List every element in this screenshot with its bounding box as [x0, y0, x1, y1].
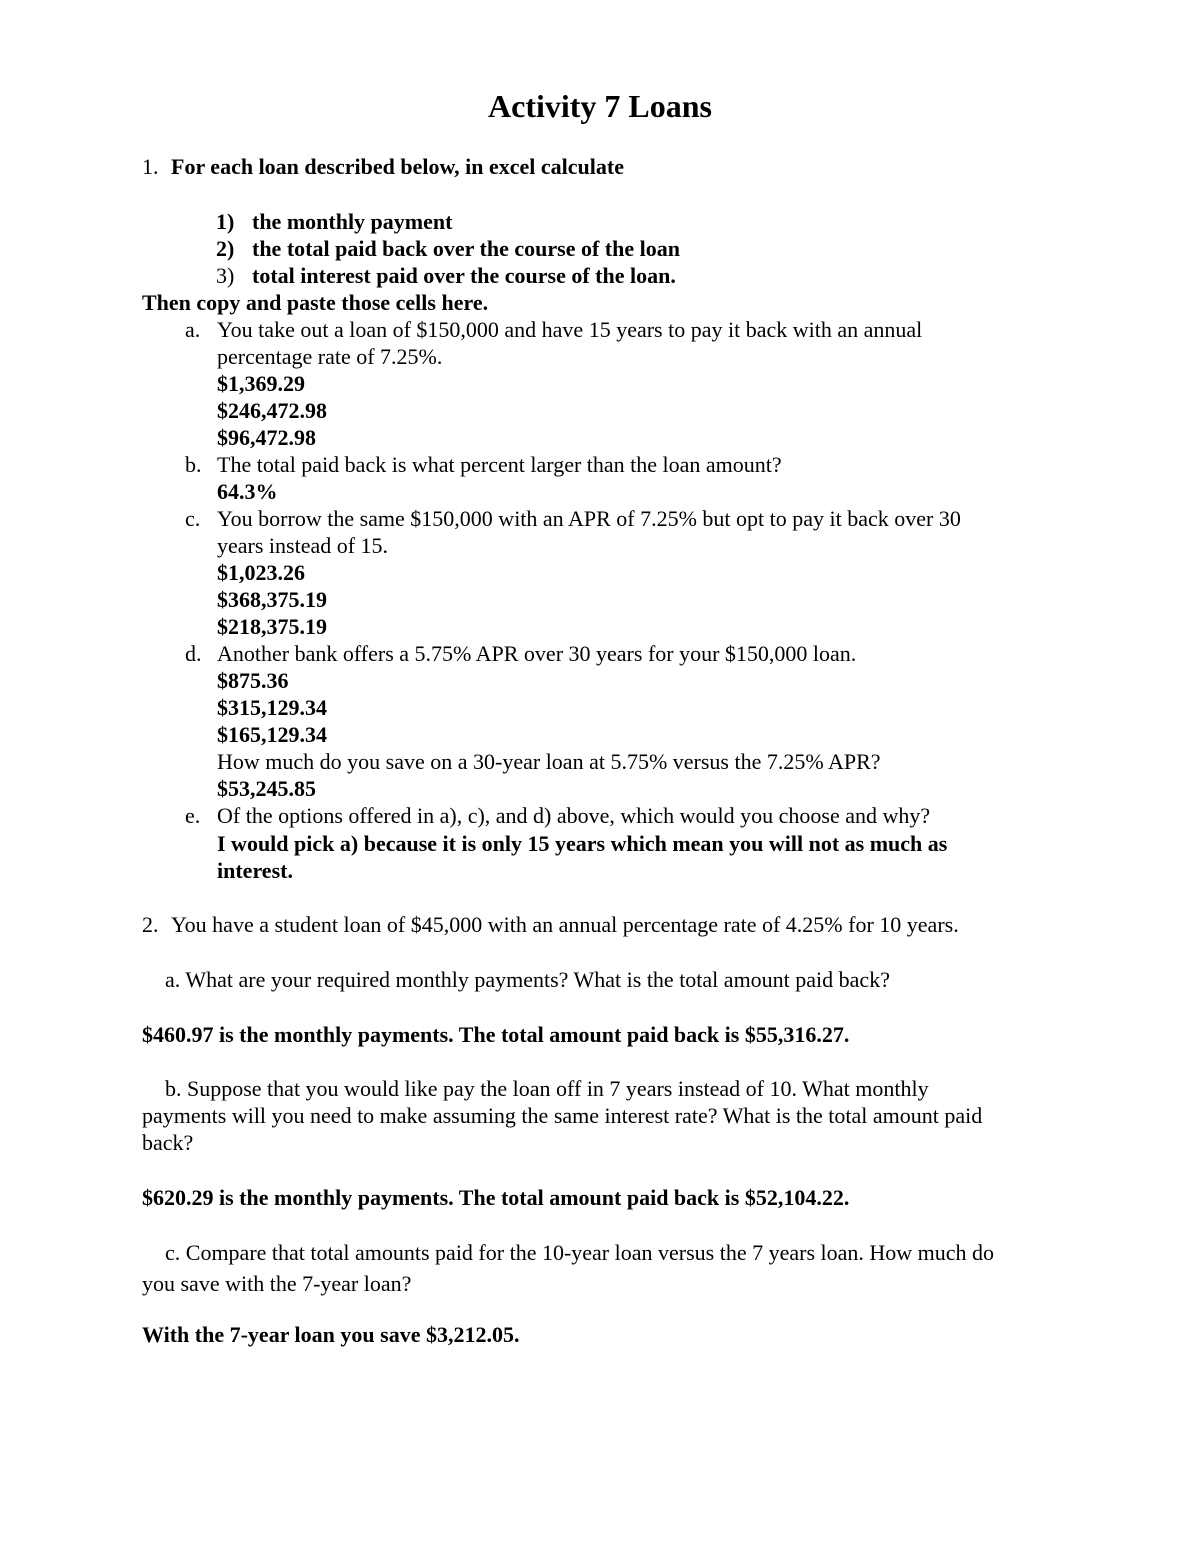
q1-item-3-text: total interest paid over the course of the loan. [252, 263, 676, 288]
q1-item-1-text: the monthly payment [252, 209, 453, 234]
q1d-answer-interest: $165,129.34 [217, 722, 327, 747]
q1c-letter: c. [185, 506, 201, 531]
q1c-answer-monthly: $1,023.26 [217, 560, 305, 585]
q1a-text-line-2: percentage rate of 7.25%. [217, 344, 443, 369]
q1-item-2-text: the total paid back over the course of the loan [252, 236, 680, 261]
q1c-answer-total: $368,375.19 [217, 587, 327, 612]
q1a-answer-total: $246,472.98 [217, 398, 327, 423]
q1e-text: Of the options offered in a), c), and d) above, which would you choose and why? [217, 803, 931, 828]
q2b-text-line-2: payments will you need to make assuming the same interest rate? What is the total amount paid [142, 1103, 983, 1128]
q1e-letter: e. [185, 803, 201, 828]
q2a-answer: $460.97 is the monthly payments. The total amount paid back is $55,316.27. [142, 1022, 850, 1047]
q2c-text-line-1: c. Compare that total amounts paid for the 10-year loan versus the 7 years loan. How much do [165, 1240, 995, 1265]
q1e-answer-line-2: interest. [217, 858, 293, 883]
q1a-answer-interest: $96,472.98 [217, 425, 316, 450]
q2c-answer: With the 7-year loan you save $3,212.05. [142, 1322, 520, 1347]
q2-prompt: You have a student loan of $45,000 with an annual percentage rate of 4.25% for 10 years. [171, 912, 959, 937]
q1b-letter: b. [185, 452, 202, 477]
q1a-answer-monthly: $1,369.29 [217, 371, 305, 396]
q2b-answer: $620.29 is the monthly payments. The total amount paid back is $52,104.22. [142, 1185, 850, 1210]
q2c-text-line-2: you save with the 7-year loan? [142, 1271, 412, 1296]
q1b-text: The total paid back is what percent larger than the loan amount? [217, 452, 782, 477]
q1d-letter: d. [185, 641, 202, 666]
q1d-followup-answer: $53,245.85 [217, 776, 316, 801]
q2b-text-line-3: back? [142, 1130, 194, 1155]
q1a-text-line-1: You take out a loan of $150,000 and have 15 years to pay it back with an annual [217, 317, 923, 342]
q1-prompt: For each loan described below, in excel calculate [171, 154, 624, 179]
q2b-text-line-1: b. Suppose that you would like pay the loan off in 7 years instead of 10. What monthly [165, 1076, 929, 1101]
q1-item-1-number: 1) [216, 209, 235, 234]
q1d-followup: How much do you save on a 30-year loan at 5.75% versus the 7.25% APR? [217, 749, 881, 774]
q1-item-2-number: 2) [216, 236, 235, 261]
q1-item-3-number: 3) [216, 263, 235, 288]
q1e-answer-line-1: I would pick a) because it is only 15 years which mean you will not as much as [217, 831, 948, 856]
q2-number: 2. [142, 912, 159, 937]
page-title: Activity 7 Loans [488, 88, 712, 124]
q1d-answer-monthly: $875.36 [217, 668, 289, 693]
q1d-answer-total: $315,129.34 [217, 695, 327, 720]
q1d-text: Another bank offers a 5.75% APR over 30 years for your $150,000 loan. [217, 641, 857, 666]
q1a-letter: a. [185, 317, 201, 342]
q2a-text: a. What are your required monthly payments? What is the total amount paid back? [165, 967, 890, 992]
q1c-text-line-2: years instead of 15. [217, 533, 389, 558]
q1-number: 1. [142, 154, 159, 179]
q1-instruction: Then copy and paste those cells here. [142, 290, 489, 315]
q1b-answer: 64.3% [217, 479, 278, 504]
q1c-text-line-1: You borrow the same $150,000 with an APR of 7.25% but opt to pay it back over 30 [217, 506, 961, 531]
q1c-answer-interest: $218,375.19 [217, 614, 327, 639]
